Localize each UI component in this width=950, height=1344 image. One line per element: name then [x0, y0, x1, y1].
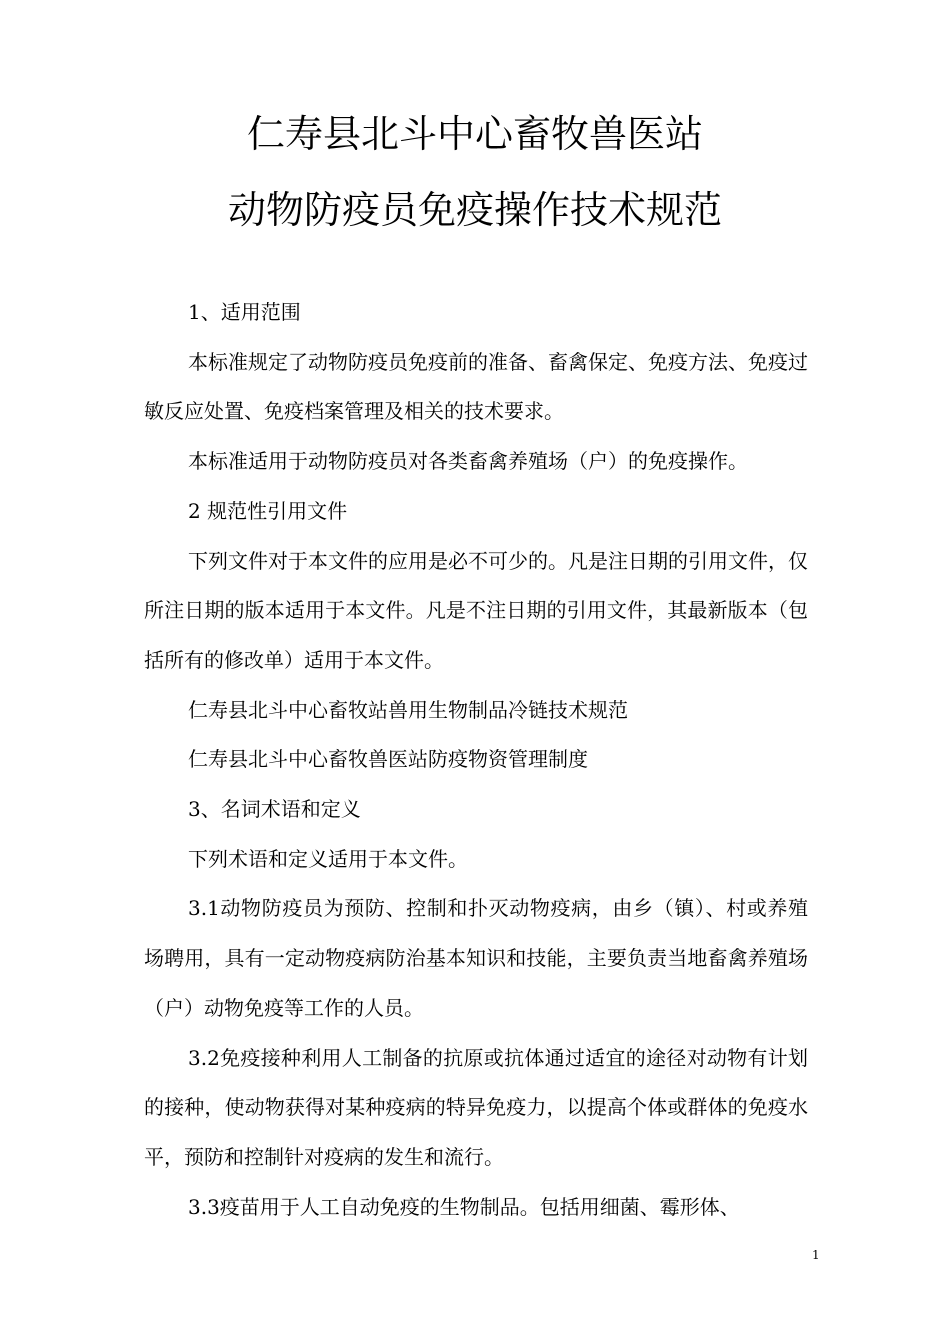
reference-item-cold-chain: 仁寿县北斗中心畜牧站兽用生物制品冷链技术规范	[188, 697, 628, 722]
document-title-line-1: 仁寿县北斗中心畜牧兽医站	[246, 112, 703, 156]
term-3-3: 3.3疫苗用于人工自动免疫的生物制品。包括用细菌、霉形体、	[188, 1194, 740, 1219]
page-number: 1	[812, 1248, 820, 1262]
term-3-2: 3.2免疫接种利用人工制备的抗原或抗体通过适宜的途径对动物有计划的接种，使动物获得对某种疫病的特异免疫力，以提高个体或群体的免疫水平，预防和控制针对疫病的发生和流行。	[144, 1045, 808, 1169]
section-heading-terms: 3、名词术语和定义	[188, 797, 361, 822]
paragraph-terms-intro: 下列术语和定义适用于本文件。	[188, 846, 468, 871]
document-title-line-2: 动物防疫员免疫操作技术规范	[227, 188, 722, 232]
paragraph-references-intro: 下列文件对于本文件的应用是必不可少的。凡是注日期的引用文件，仅所注日期的版本适用于本文件。凡是不注日期的引用文件，其最新版本（包括所有的修改单）适用于本文件。	[144, 548, 808, 672]
section-heading-scope: 1、适用范围	[188, 300, 301, 324]
paragraph-scope-applicability: 本标准适用于动物防疫员对各类畜禽养殖场（户）的免疫操作。	[188, 449, 748, 474]
reference-item-supplies: 仁寿县北斗中心畜牧兽医站防疫物资管理制度	[188, 747, 588, 772]
section-heading-references: 2 规范性引用文件	[188, 498, 348, 523]
document-body	[144, 288, 808, 1232]
paragraph-scope-content: 本标准规定了动物防疫员免疫前的准备、畜禽保定、免疫方法、免疫过敏反应处置、免疫档案管理及相关的技术要求。	[144, 349, 808, 424]
term-3-1: 3.1动物防疫员为预防、控制和扑灭动物疫病，由乡（镇）、村或养殖场聘用，具有一定动物疫病防治基本知识和技能，主要负责当地畜禽养殖场（户）动物免疫等工作的人员。	[144, 896, 808, 1020]
